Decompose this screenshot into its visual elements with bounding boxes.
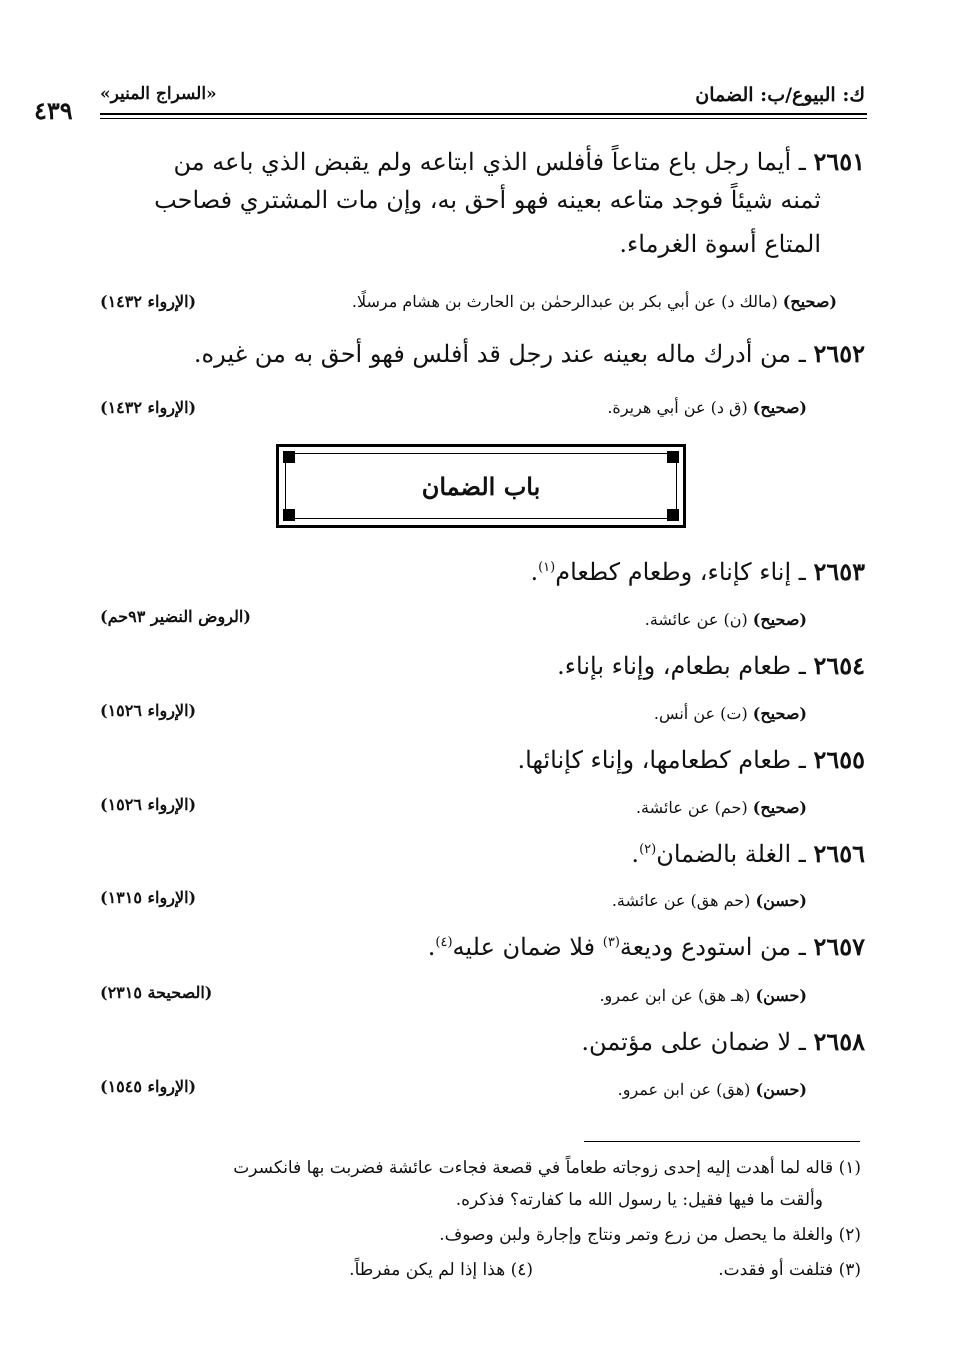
source: (ق د) عن أبي هريرة. (607, 398, 748, 417)
footnote-marker[interactable]: (٣) (602, 935, 620, 950)
hadith-2656-ref: (الإرواء ١٣١٥) (100, 888, 197, 907)
header-rule-thin (100, 118, 867, 119)
chapter-title-frame (276, 444, 686, 528)
hadith-2651-takhrij (352, 292, 837, 311)
hadith-2657: ٢٦٥٧ ـ من استودع وديعة$^{(٣)}$ فلا ضمان عليه$^{(٤)}$. (427, 932, 865, 961)
hadith-2651-line3: المتاع أسوة الغرماء. (619, 230, 821, 258)
hadith-text: من استودع وديعة (619, 933, 792, 961)
source: (هـ هق) عن ابن عمرو. (599, 986, 751, 1005)
hadith-number: ٢٦٥٤ (813, 651, 865, 680)
footnote-2 (439, 1225, 861, 1245)
footnote-text: والغلة ما يحصل من زرع وتمر ونتاج وإجارة ولبن وصوف. (439, 1225, 834, 1245)
hadith-2658: ٢٦٥٨ ـ لا ضمان على مؤتمن. (581, 1027, 865, 1056)
source: (حم) عن عائشة. (635, 798, 748, 817)
grade: (صحيح) (752, 798, 807, 817)
grade: (حسن) (755, 986, 807, 1005)
hadith-2655: ٢٦٥٥ ـ طعام كطعامها، وإناء كإنائها. (517, 745, 865, 774)
footnote-marker[interactable]: (٢) (639, 842, 657, 857)
hadith-text: طعام بطعام، وإناء بإناء. (557, 652, 792, 680)
hadith-2655-takhrij (636, 798, 807, 817)
source: (مالك د) عن أبي بكر بن عبدالرحمٰن بن الحارث بن هشام مرسلًا. (351, 292, 778, 311)
footnote-marker[interactable]: (٤) (435, 935, 453, 950)
footnote-text: قاله لما أهدت إليه إحدى زوجاته طعاماً في قصعة فجاءت عائشة فضربت بها فانكسرت (233, 1158, 834, 1178)
hadith-number: ٢٦٥٣ (813, 557, 865, 586)
page-number: ٤٣٩ (34, 96, 73, 125)
footnote-1-line1 (233, 1158, 861, 1178)
source: (ت) عن أنس. (653, 704, 748, 723)
hadith-2651-ref: (الإرواء ١٤٣٢) (100, 292, 197, 311)
hadith-number: ٢٦٥٥ (813, 745, 865, 774)
source: (هق) عن ابن عمرو. (617, 1080, 751, 1099)
footnote-separator (584, 1141, 860, 1142)
footnote-marker[interactable]: (١) (538, 560, 556, 575)
grade: (حسن) (755, 1080, 807, 1099)
header-rule-thick (100, 113, 867, 115)
source: (ن) عن عائشة. (644, 610, 748, 629)
hadith-2656: ٢٦٥٦ ـ الغلة بالضمان$^{(٢)}$. (631, 839, 865, 868)
footnote-number: (٢) (838, 1225, 861, 1245)
hadith-2657-ref: (الصحيحة ٢٣١٥) (100, 983, 213, 1002)
footnote-4 (349, 1260, 533, 1280)
hadith-2653-ref: (الروض النضير ٩٣حم) (100, 607, 251, 626)
hadith-number: ٢٦٥٨ (813, 1027, 865, 1056)
footnote-number: (١) (838, 1158, 861, 1178)
hadith-2652-takhrij (607, 398, 807, 417)
hadith-2652-ref: (الإرواء ١٤٣٢) (100, 398, 197, 417)
hadith-2654-takhrij (654, 704, 807, 723)
hadith-text: لا ضمان على مؤتمن. (581, 1028, 792, 1056)
hadith-text: من أدرك ماله بعينه عند رجل قد أفلس فهو أحق به من غيره. (193, 340, 792, 368)
footnote-text: فتلفت أو فقدت. (718, 1260, 834, 1280)
hadith-2658-ref: (الإرواء ١٥٤٥) (100, 1077, 197, 1096)
hadith-text: فلا ضمان عليه (452, 933, 603, 961)
hadith-number: ٢٦٥١ (813, 147, 865, 176)
footnote-number: (٣) (838, 1260, 861, 1280)
hadith-text: أيما رجل باع متاعاً فأفلس الذي ابتاعه ولم يقبض الذي باعه من (173, 148, 792, 176)
hadith-2651-line2: ثمنه شيئاً فوجد متاعه بعينه فهو أحق به، وإن مات المشتري فصاحب (154, 186, 821, 214)
hadith-2658-takhrij (618, 1080, 807, 1099)
source: (حم هق) عن عائشة. (611, 891, 751, 910)
grade: (صحيح) (752, 398, 807, 417)
hadith-number: ٢٦٥٢ (813, 339, 865, 368)
hadith-2656-takhrij (612, 891, 807, 910)
chapter-title: باب الضمان (421, 471, 541, 501)
grade: (صحيح) (752, 610, 807, 629)
hadith-2653: ٢٦٥٣ ـ إناء كإناء، وطعام كطعام$^{(١)}$. (530, 557, 865, 586)
grade: (حسن) (755, 891, 807, 910)
hadith-text: الغلة بالضمان (656, 840, 792, 868)
grade: (صحيح) (782, 292, 837, 311)
grade: (صحيح) (752, 704, 807, 723)
hadith-2657-takhrij (599, 986, 807, 1005)
hadith-text: طعام كطعامها، وإناء كإنائها. (517, 746, 792, 774)
running-header-book: «السراج المنير» (100, 84, 217, 104)
footnote-3 (718, 1260, 861, 1280)
footnote-1-line2: وألقت ما فيها فقيل: يا رسول الله ما كفارته؟ فذكره. (455, 1190, 823, 1210)
hadith-number: ٢٦٥٦ (813, 839, 865, 868)
chapter-title-inner (285, 453, 677, 519)
hadith-text: إناء كإناء، وطعام كطعام (555, 558, 792, 586)
hadith-2651-line1: ٢٦٥١ ـ أيما رجل باع متاعاً فأفلس الذي ابتاعه ولم يقبض الذي باعه من (173, 147, 865, 176)
hadith-2654: ٢٦٥٤ ـ طعام بطعام، وإناء بإناء. (557, 651, 865, 680)
footnote-number: (٤) (510, 1260, 533, 1280)
running-header-chapter: ك: البيوع/ب: الضمان (695, 84, 865, 106)
hadith-2652: ٢٦٥٢ ـ من أدرك ماله بعينه عند رجل قد أفلس فهو أحق به من غيره. (193, 339, 865, 368)
hadith-2655-ref: (الإرواء ١٥٢٦) (100, 795, 197, 814)
hadith-2653-takhrij (645, 610, 807, 629)
footnote-text: هذا إذا لم يكن مفرطاً. (349, 1260, 506, 1280)
hadith-number: ٢٦٥٧ (813, 932, 865, 961)
hadith-2654-ref: (الإرواء ١٥٢٦) (100, 701, 197, 720)
